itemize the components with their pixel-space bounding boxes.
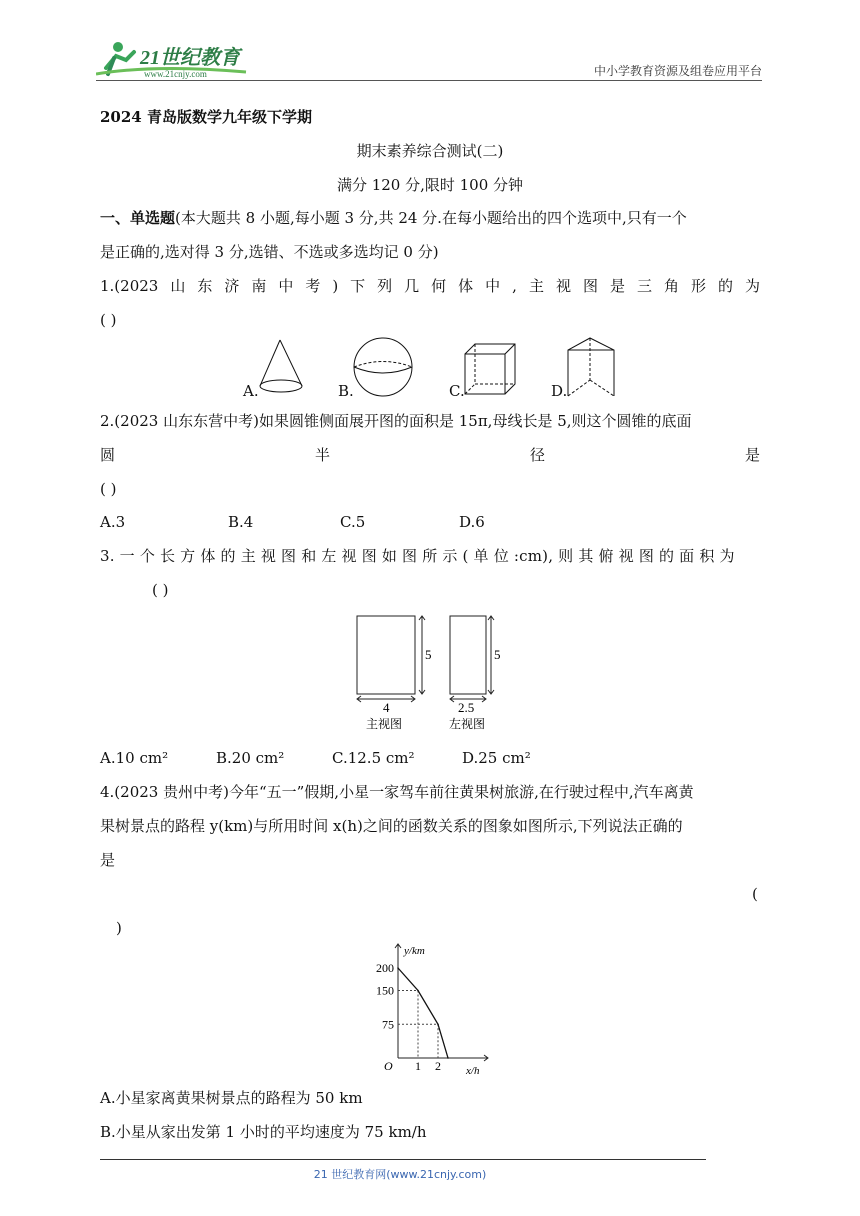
q1-stem-char: 1.(2023 — [100, 277, 159, 295]
q1-stem — [100, 276, 760, 296]
logo-text: 21世纪教育 — [140, 47, 240, 69]
q1-stem-char: 为 — [744, 277, 760, 295]
x-axis-label: x/h — [466, 1065, 480, 1077]
q1-stem-char: 视 — [555, 277, 571, 295]
section-desc-2: 是正确的,选对得 3 分,选错、不选或多选均记 0 分) — [100, 243, 439, 261]
front-width-label: 4 — [383, 700, 390, 715]
q3-option-c: C.12.5 cm² — [332, 749, 415, 767]
header-divider — [96, 80, 762, 81]
q4-paren-close: ) — [116, 919, 122, 937]
q2-blank: ( ) — [100, 480, 117, 498]
data-point — [417, 990, 419, 992]
q1-stem-char: 下 — [350, 277, 366, 295]
q1-stem-char: 考 — [305, 277, 321, 295]
q1-stem-char: , — [512, 277, 517, 295]
y-tick-label: 200 — [376, 961, 394, 975]
q1-stem-char: 何 — [431, 277, 447, 295]
q1-option-a: A. — [243, 382, 259, 400]
q4-stem-1: 4.(2023 贵州中考)今年“五一”假期,小星一家驾车前往黄果树旅游,在行驶过程中,汽车离黄 — [100, 783, 694, 801]
front-view-caption: 主视图 — [366, 717, 403, 731]
q1-stem-char: 几 — [404, 277, 420, 295]
front-height-label: 5 — [425, 647, 432, 662]
q4-option-b: B.小星从家出发第 1 小时的平均速度为 75 km/h — [100, 1123, 427, 1141]
q1-stem-char: 是 — [609, 277, 625, 295]
q1-option-d: D. — [551, 382, 568, 400]
q1-stem-char: 的 — [717, 277, 733, 295]
q1-stem-char: 图 — [582, 277, 598, 295]
logo-graphic — [96, 38, 256, 80]
y-tick-label: 150 — [376, 983, 394, 998]
q2-option-b: B.4 — [228, 513, 254, 531]
q1-stem-char: 南 — [251, 277, 267, 295]
footer-divider — [100, 1159, 706, 1160]
q1-stem-char: 角 — [663, 277, 679, 295]
q2-option-a: A.3 — [100, 513, 126, 531]
site-logo — [96, 38, 256, 80]
footer-text: 21 世纪教育网(www.21cnjy.com) — [313, 1168, 487, 1181]
page-title: 期末素养综合测试(二) — [356, 142, 504, 160]
header-platform-text: 中小学教育资源及组卷应用平台 — [593, 64, 762, 78]
q4-stem-3: 是 — [100, 851, 116, 869]
q1-stem-char: 列 — [377, 277, 393, 295]
q1-stem-char: 济 — [224, 277, 240, 295]
q1-blank: ( ) — [100, 311, 117, 329]
q1-stem-char: 中 — [278, 277, 294, 295]
cone-shape — [260, 340, 302, 392]
x-tick-label: 2 — [435, 1059, 441, 1073]
q1-option-c: C. — [449, 382, 465, 400]
left-view-caption: 左视图 — [449, 717, 486, 731]
prism-shape — [568, 338, 614, 396]
section-desc-1: (本大题共 8 小题,每小题 3 分,共 24 分.在每小题给出的四个选项中,只有一个 — [175, 209, 687, 227]
q2-word: 径 — [529, 446, 545, 464]
left-height-label: 5 — [494, 647, 501, 662]
q2-word: 半 — [314, 446, 330, 464]
q1-stem-char: 主 — [528, 277, 544, 295]
q3-option-b: B.20 cm² — [216, 749, 285, 767]
q4-distance-time-chart — [360, 938, 500, 1080]
q1-stem-char: 形 — [690, 277, 706, 295]
q1-stem-char: 中 — [485, 277, 501, 295]
section-heading: 一、单选题 — [100, 209, 176, 227]
q1-option-b: B. — [338, 382, 354, 400]
origin-label: O — [384, 1059, 393, 1073]
q4-option-a: A.小星家离黄果树景点的路程为 50 km — [100, 1089, 363, 1107]
data-point — [397, 967, 399, 969]
series-line — [398, 968, 448, 1058]
q1-stem-char: ) — [332, 277, 339, 295]
q1-stem-char: 山 — [170, 277, 186, 295]
q2-option-c: C.5 — [340, 513, 366, 531]
y-tick-label: 75 — [382, 1017, 394, 1032]
q3-stem: 3. 一 个 长 方 体 的 主 视 图 和 左 视 图 如 图 所 示 ( 单 位 :cm), 则 其 俯 视 图 的 面 积 为 — [100, 547, 735, 565]
x-tick-label: 1 — [415, 1059, 421, 1073]
data-point — [437, 1023, 439, 1025]
q1-stem-char: 三 — [636, 277, 652, 295]
q3-option-a: A.10 cm² — [100, 749, 169, 767]
q3-blank: ( ) — [152, 581, 169, 599]
q1-stem-char: 东 — [197, 277, 213, 295]
q2-option-d: D.6 — [459, 513, 485, 531]
q1-stem-char: 体 — [458, 277, 474, 295]
left-width-label: 2.5 — [458, 700, 475, 715]
section-heading-line — [100, 208, 687, 228]
logo-url: www.21cnjy.com — [144, 69, 207, 79]
grade-line: 2024 青岛版数学九年级下学期 — [100, 108, 312, 126]
q4-stem-2: 果树景点的路程 y(km)与所用时间 x(h)之间的函数关系的图象如图所示,下列说法正确的 — [100, 817, 683, 835]
q3-option-d: D.25 cm² — [462, 749, 531, 767]
q2-stem-2 — [100, 445, 760, 465]
q1-figures — [240, 334, 640, 404]
q3-views-figure — [350, 608, 510, 736]
sphere-shape — [354, 338, 412, 396]
page-subtitle: 满分 120 分,限时 100 分钟 — [336, 176, 524, 194]
data-point — [447, 1057, 449, 1059]
q4-paren-open: ( — [752, 885, 758, 903]
cube-shape — [465, 344, 515, 394]
q2-word: 圆 — [100, 446, 116, 464]
y-axis-label: y/km — [404, 945, 425, 957]
q2-stem-1: 2.(2023 山东东营中考)如果圆锥侧面展开图的面积是 15π,母线长是 5,则这个圆锥的底面 — [100, 412, 692, 430]
q2-word: 是 — [744, 446, 760, 464]
